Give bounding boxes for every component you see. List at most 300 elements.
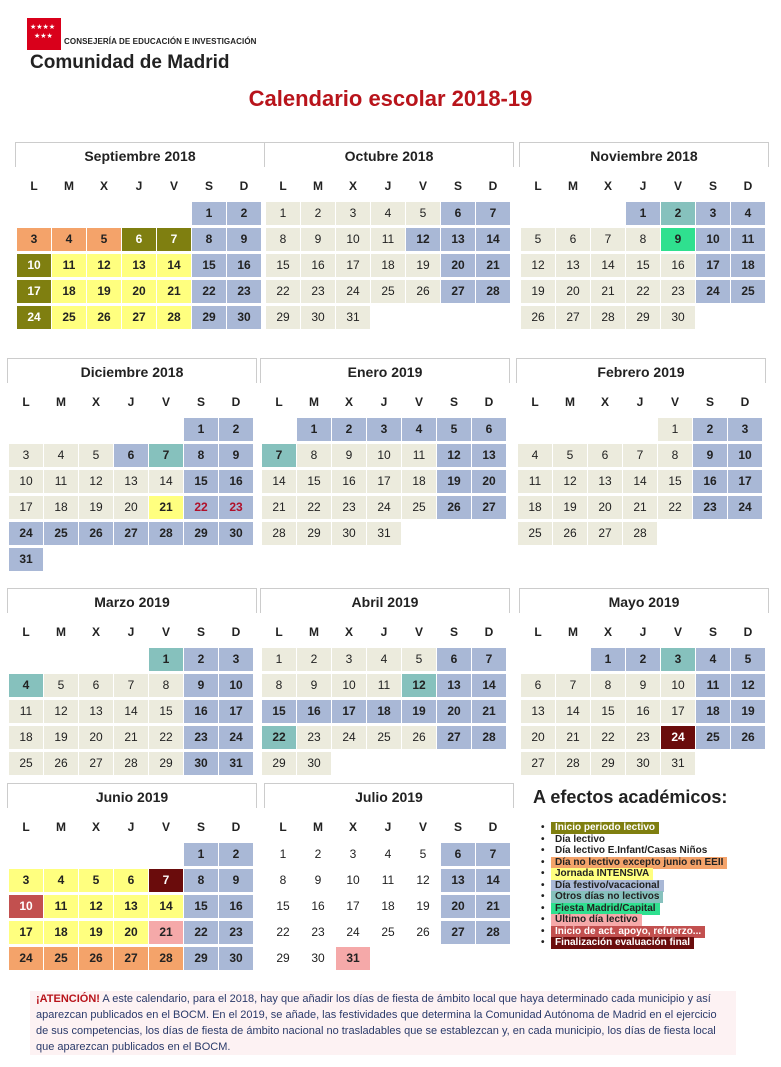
- weekday-header: V: [414, 395, 423, 409]
- weekday-header: L: [534, 179, 542, 193]
- empty-cell: [332, 752, 366, 775]
- day-cell: 16: [693, 470, 727, 493]
- day-cell: 27: [114, 522, 148, 545]
- weekday-header: X: [99, 179, 108, 193]
- day-cell: 10: [696, 228, 730, 251]
- day-cell: 25: [367, 726, 401, 749]
- day-cell: 11: [696, 674, 730, 697]
- weekday-header: S: [708, 625, 717, 639]
- empty-cell: [441, 947, 475, 970]
- day-cell: 7: [157, 228, 191, 251]
- day-cell: 15: [192, 254, 226, 277]
- day-cell: 21: [591, 280, 625, 303]
- weekday-header: L: [275, 625, 283, 639]
- day-cell: 26: [406, 921, 440, 944]
- day-cell: 20: [441, 895, 475, 918]
- empty-cell: [44, 843, 78, 866]
- day-cell: 29: [266, 947, 300, 970]
- day-cell: 16: [332, 470, 366, 493]
- day-cell: 13: [588, 470, 622, 493]
- day-cell: 8: [591, 674, 625, 697]
- empty-cell: [437, 752, 471, 775]
- day-cell: 9: [301, 228, 335, 251]
- weekday-header: X: [603, 625, 612, 639]
- weekday-header: X: [91, 395, 100, 409]
- weekday-header: S: [453, 820, 462, 834]
- day-cell: 18: [52, 280, 86, 303]
- day-cell: 19: [79, 921, 113, 944]
- day-cell: 2: [626, 648, 660, 671]
- weekday-header: J: [384, 820, 392, 834]
- empty-cell: [591, 202, 625, 225]
- day-cell: 30: [227, 306, 261, 329]
- day-cell: 9: [227, 228, 261, 251]
- day-cell: 11: [44, 895, 78, 918]
- day-cell: 6: [79, 674, 113, 697]
- bullet-icon: •: [541, 902, 545, 914]
- month-title: Julio 2019: [355, 789, 423, 805]
- day-cell: 21: [149, 921, 183, 944]
- weekday-header: X: [348, 179, 357, 193]
- day-cell: 30: [219, 947, 253, 970]
- day-cell: 21: [476, 254, 510, 277]
- legend-title: A efectos académicos:: [533, 787, 728, 807]
- day-cell: 24: [17, 306, 51, 329]
- empty-cell: [79, 548, 113, 571]
- bullet-icon: •: [541, 914, 545, 925]
- day-cell: 6: [588, 444, 622, 467]
- empty-cell: [219, 548, 253, 571]
- day-cell: 20: [588, 496, 622, 519]
- day-cell: 15: [266, 254, 300, 277]
- day-cell: 7: [472, 648, 506, 671]
- weekday-header: M: [56, 625, 66, 639]
- bullet-icon: •: [541, 879, 545, 891]
- day-cell: 14: [623, 470, 657, 493]
- day-cell: 29: [149, 752, 183, 775]
- day-cell: 10: [17, 254, 51, 277]
- weekday-header: S: [708, 179, 717, 193]
- day-cell: 22: [184, 496, 218, 519]
- day-cell: 5: [402, 648, 436, 671]
- day-cell: 9: [626, 674, 660, 697]
- weekday-header: S: [449, 625, 458, 639]
- notice-text: A este calendario, para el 2018, hay que añadir los días de fiesta de ámbito local que haya determinado cada municipio y así aparezcan publicados en el BOCM. En el 2019, se añade, las festividades que determina la Comunidad Autónoma de Madrid en el ejercicio de sus competencias, los días de fiesta de ámbito nacional no trasladables que se establezcan y, en cada municipio, los días de fiesta local que aparezcan publicados en el BOCM.: [36, 993, 717, 1053]
- day-cell: 2: [219, 843, 253, 866]
- empty-cell: [402, 752, 436, 775]
- day-cell: 13: [521, 700, 555, 723]
- empty-cell: [476, 947, 510, 970]
- day-cell: 22: [591, 726, 625, 749]
- weekday-header: J: [384, 179, 392, 193]
- day-cell: 5: [87, 228, 121, 251]
- day-cell: 11: [731, 228, 765, 251]
- bullet-icon: •: [541, 833, 545, 845]
- day-cell: 1: [591, 648, 625, 671]
- day-cell: 26: [437, 496, 471, 519]
- day-cell: 27: [114, 947, 148, 970]
- day-cell: 27: [437, 726, 471, 749]
- empty-cell: [44, 648, 78, 671]
- day-cell: 19: [731, 700, 765, 723]
- day-cell: 23: [661, 280, 695, 303]
- day-cell: 25: [9, 752, 43, 775]
- weekday-header: L: [534, 625, 542, 639]
- day-cell: 14: [262, 470, 296, 493]
- day-cell: 8: [626, 228, 660, 251]
- day-cell: 17: [9, 921, 43, 944]
- day-cell: 29: [297, 522, 331, 545]
- weekday-header: X: [91, 625, 100, 639]
- empty-cell: [406, 947, 440, 970]
- day-cell: 23: [297, 726, 331, 749]
- legend-label: Día lectivo E.Infant/Casas Niños: [551, 845, 711, 857]
- weekday-header: V: [418, 820, 427, 834]
- day-cell: 28: [472, 726, 506, 749]
- day-cell: 14: [476, 869, 510, 892]
- day-cell: 2: [301, 202, 335, 225]
- day-cell: 20: [472, 470, 506, 493]
- day-cell: 3: [336, 202, 370, 225]
- day-cell: 9: [184, 674, 218, 697]
- day-cell: 12: [402, 674, 436, 697]
- empty-cell: [521, 648, 555, 671]
- empty-cell: [149, 843, 183, 866]
- day-cell: 17: [367, 470, 401, 493]
- day-cell: 15: [297, 470, 331, 493]
- day-cell: 10: [9, 895, 43, 918]
- weekday-header: M: [313, 179, 323, 193]
- day-cell: 15: [266, 895, 300, 918]
- day-cell: 13: [437, 674, 471, 697]
- day-cell: 14: [472, 674, 506, 697]
- day-cell: 25: [402, 496, 436, 519]
- day-cell: 8: [149, 674, 183, 697]
- day-cell: 30: [301, 947, 335, 970]
- day-cell: 15: [658, 470, 692, 493]
- day-cell: 10: [332, 674, 366, 697]
- day-cell: 18: [44, 496, 78, 519]
- weekday-header: X: [348, 820, 357, 834]
- day-cell: 15: [184, 470, 218, 493]
- day-cell: 12: [437, 444, 471, 467]
- day-cell: 3: [17, 228, 51, 251]
- month-title: Mayo 2019: [608, 594, 680, 610]
- day-cell: 26: [87, 306, 121, 329]
- day-cell: 16: [661, 254, 695, 277]
- day-cell: 17: [336, 254, 370, 277]
- month-title: Enero 2019: [347, 364, 423, 380]
- weekday-header: J: [135, 179, 143, 193]
- day-cell: 4: [696, 648, 730, 671]
- legend-label: Jornada INTENSIVA: [551, 868, 653, 880]
- weekday-header: S: [196, 625, 205, 639]
- day-cell: 20: [122, 280, 156, 303]
- weekday-header: V: [161, 625, 170, 639]
- day-cell: 3: [728, 418, 762, 441]
- legend-label: Inicio de act. apoyo, refuerzo...: [551, 926, 705, 938]
- day-cell: 14: [149, 470, 183, 493]
- day-cell: 24: [336, 921, 370, 944]
- month-title: Junio 2019: [95, 789, 169, 805]
- empty-cell: [731, 752, 765, 775]
- day-cell: 18: [367, 700, 401, 723]
- weekday-header: M: [309, 395, 319, 409]
- empty-cell: [371, 306, 405, 329]
- empty-cell: [588, 418, 622, 441]
- legend-label: Finalización evaluación final: [551, 937, 694, 949]
- day-cell: 23: [219, 496, 253, 519]
- empty-cell: [52, 202, 86, 225]
- day-cell: 19: [79, 496, 113, 519]
- day-cell: 20: [441, 254, 475, 277]
- day-cell: 24: [661, 726, 695, 749]
- day-cell: 8: [262, 674, 296, 697]
- weekday-header: V: [673, 179, 682, 193]
- day-cell: 3: [336, 843, 370, 866]
- day-cell: 28: [623, 522, 657, 545]
- day-cell: 13: [114, 470, 148, 493]
- day-cell: 19: [402, 700, 436, 723]
- day-cell: 27: [441, 921, 475, 944]
- day-cell: 15: [184, 895, 218, 918]
- empty-cell: [9, 843, 43, 866]
- day-cell: 1: [658, 418, 692, 441]
- empty-cell: [114, 843, 148, 866]
- day-cell: 24: [336, 280, 370, 303]
- day-cell: 5: [553, 444, 587, 467]
- day-cell: 4: [518, 444, 552, 467]
- weekday-header: V: [169, 179, 178, 193]
- bullet-icon: •: [541, 845, 545, 856]
- day-cell: 23: [184, 726, 218, 749]
- weekday-header: L: [22, 625, 30, 639]
- empty-cell: [87, 202, 121, 225]
- weekday-header: J: [127, 395, 135, 409]
- day-cell: 3: [367, 418, 401, 441]
- empty-cell: [556, 202, 590, 225]
- day-cell: 10: [219, 674, 253, 697]
- legend-label: Inicio periodo lectivo: [551, 822, 659, 834]
- day-cell: 5: [437, 418, 471, 441]
- day-cell: 11: [518, 470, 552, 493]
- legend-label: Día no lectivo excepto junio en EEII: [551, 857, 727, 869]
- day-cell: 15: [149, 700, 183, 723]
- day-cell: 6: [521, 674, 555, 697]
- empty-cell: [17, 202, 51, 225]
- weekday-header: J: [127, 820, 135, 834]
- empty-cell: [476, 306, 510, 329]
- day-cell: 21: [262, 496, 296, 519]
- day-cell: 23: [332, 496, 366, 519]
- day-cell: 22: [658, 496, 692, 519]
- bullet-icon: •: [541, 856, 545, 868]
- day-cell: 8: [266, 228, 300, 251]
- day-cell: 7: [623, 444, 657, 467]
- day-cell: 19: [437, 470, 471, 493]
- day-cell: 5: [79, 869, 113, 892]
- day-cell: 31: [336, 306, 370, 329]
- day-cell: 9: [332, 444, 366, 467]
- weekday-header: D: [488, 179, 498, 193]
- day-cell: 1: [149, 648, 183, 671]
- empty-cell: [122, 202, 156, 225]
- day-cell: 9: [219, 444, 253, 467]
- day-cell: 9: [219, 869, 253, 892]
- day-cell: 21: [157, 280, 191, 303]
- month-title: Diciembre 2018: [80, 364, 184, 380]
- day-cell: 2: [693, 418, 727, 441]
- empty-cell: [696, 752, 730, 775]
- day-cell: 11: [371, 228, 405, 251]
- month-title: Noviembre 2018: [590, 148, 698, 164]
- day-cell: 19: [406, 254, 440, 277]
- day-cell: 26: [731, 726, 765, 749]
- empty-cell: [367, 752, 401, 775]
- day-cell: 18: [518, 496, 552, 519]
- empty-cell: [44, 418, 78, 441]
- day-cell: 31: [336, 947, 370, 970]
- day-cell: 31: [661, 752, 695, 775]
- day-cell: 14: [556, 700, 590, 723]
- day-cell: 2: [332, 418, 366, 441]
- day-cell: 8: [184, 444, 218, 467]
- weekday-header: M: [313, 820, 323, 834]
- weekday-header: V: [161, 820, 170, 834]
- day-cell: 6: [441, 843, 475, 866]
- day-cell: 18: [371, 895, 405, 918]
- legend-label: Día festivo/vacacional: [551, 880, 664, 892]
- weekday-header: L: [22, 820, 30, 834]
- day-cell: 10: [661, 674, 695, 697]
- day-cell: 22: [149, 726, 183, 749]
- day-cell: 19: [553, 496, 587, 519]
- day-cell: 1: [262, 648, 296, 671]
- day-cell: 24: [9, 947, 43, 970]
- weekday-header: D: [239, 179, 249, 193]
- month-title: Octubre 2018: [344, 148, 434, 164]
- day-cell: 30: [219, 522, 253, 545]
- day-cell: 6: [122, 228, 156, 251]
- day-cell: 22: [266, 280, 300, 303]
- bullet-icon: •: [541, 868, 545, 879]
- day-cell: 10: [9, 470, 43, 493]
- empty-cell: [402, 522, 436, 545]
- day-cell: 3: [661, 648, 695, 671]
- empty-cell: [157, 202, 191, 225]
- org-name: Comunidad de Madrid: [30, 52, 230, 73]
- weekday-header: X: [344, 625, 353, 639]
- day-cell: 28: [476, 921, 510, 944]
- day-cell: 5: [521, 228, 555, 251]
- day-cell: 13: [122, 254, 156, 277]
- day-cell: 5: [406, 202, 440, 225]
- legend-label: Fiesta Madrid/Capital: [551, 903, 660, 915]
- month-title: Abril 2019: [351, 594, 419, 610]
- day-cell: 26: [553, 522, 587, 545]
- weekday-header: D: [231, 395, 241, 409]
- day-cell: 18: [402, 470, 436, 493]
- day-cell: 21: [472, 700, 506, 723]
- day-cell: 3: [9, 869, 43, 892]
- day-cell: 29: [184, 522, 218, 545]
- empty-cell: [658, 522, 692, 545]
- day-cell: 20: [114, 496, 148, 519]
- weekday-header: V: [418, 179, 427, 193]
- weekday-header: J: [639, 179, 647, 193]
- day-cell: 21: [556, 726, 590, 749]
- weekday-header: V: [670, 395, 679, 409]
- day-cell: 26: [79, 522, 113, 545]
- weekday-header: J: [380, 625, 388, 639]
- weekday-header: S: [453, 179, 462, 193]
- day-cell: 6: [472, 418, 506, 441]
- day-cell: 9: [297, 674, 331, 697]
- day-cell: 5: [406, 843, 440, 866]
- day-cell: 25: [44, 947, 78, 970]
- empty-cell: [184, 548, 218, 571]
- day-cell: 28: [149, 947, 183, 970]
- day-cell: 16: [301, 895, 335, 918]
- day-cell: 17: [219, 700, 253, 723]
- day-cell: 28: [476, 280, 510, 303]
- empty-cell: [437, 522, 471, 545]
- weekday-header: M: [56, 820, 66, 834]
- empty-cell: [262, 418, 296, 441]
- day-cell: 30: [297, 752, 331, 775]
- empty-cell: [44, 548, 78, 571]
- weekday-header: L: [279, 820, 287, 834]
- day-cell: 12: [87, 254, 121, 277]
- day-cell: 10: [728, 444, 762, 467]
- day-cell: 21: [149, 496, 183, 519]
- empty-cell: [623, 418, 657, 441]
- day-cell: 6: [114, 444, 148, 467]
- day-cell: 1: [266, 202, 300, 225]
- empty-cell: [406, 306, 440, 329]
- day-cell: 18: [731, 254, 765, 277]
- day-cell: 31: [9, 548, 43, 571]
- day-cell: 2: [227, 202, 261, 225]
- day-cell: 17: [9, 496, 43, 519]
- month-title: Marzo 2019: [94, 594, 170, 610]
- weekday-header: M: [565, 395, 575, 409]
- day-cell: 3: [219, 648, 253, 671]
- empty-cell: [518, 418, 552, 441]
- day-cell: 2: [219, 418, 253, 441]
- day-cell: 29: [626, 306, 660, 329]
- day-cell: 16: [227, 254, 261, 277]
- day-cell: 12: [521, 254, 555, 277]
- day-cell: 28: [157, 306, 191, 329]
- day-cell: 5: [44, 674, 78, 697]
- day-cell: 4: [44, 444, 78, 467]
- weekday-header: D: [740, 395, 750, 409]
- day-cell: 25: [371, 280, 405, 303]
- day-cell: 1: [626, 202, 660, 225]
- day-cell: 7: [149, 869, 183, 892]
- day-cell: 11: [402, 444, 436, 467]
- weekday-header: L: [30, 179, 38, 193]
- legend-label: Otros días no lectivos: [551, 891, 663, 903]
- legend-label: Día lectivo: [551, 834, 609, 846]
- empty-cell: [728, 522, 762, 545]
- day-cell: 4: [731, 202, 765, 225]
- notice-box: [30, 991, 736, 1055]
- day-cell: 24: [367, 496, 401, 519]
- day-cell: 22: [262, 726, 296, 749]
- day-cell: 8: [184, 869, 218, 892]
